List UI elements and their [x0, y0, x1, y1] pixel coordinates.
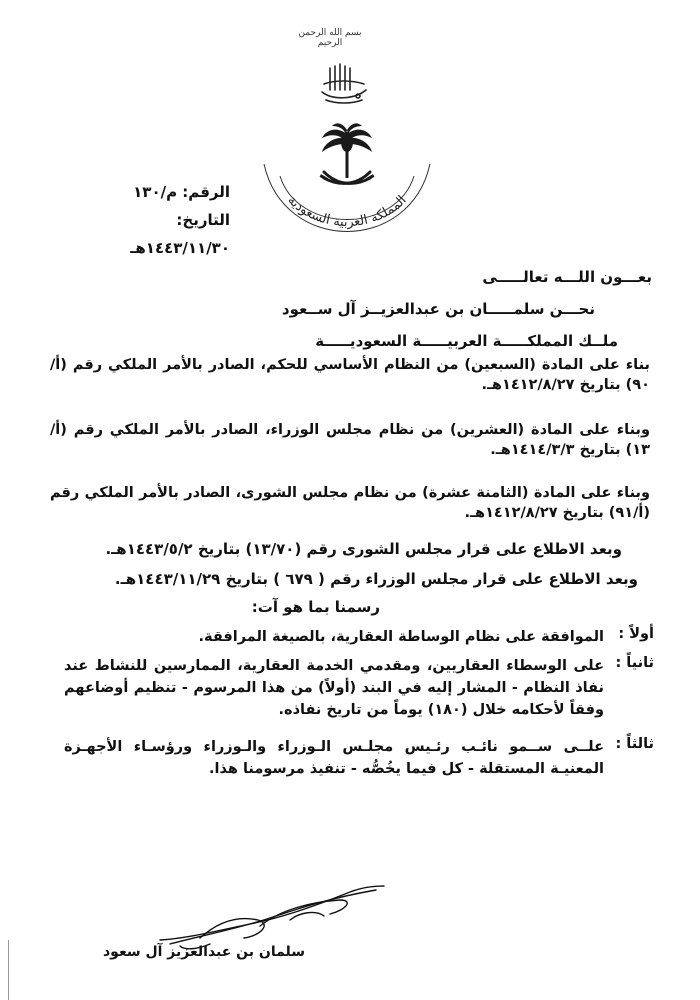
- page-edge-line: [8, 940, 9, 1000]
- opening-line-1: بعـــون اللـــه تعالـــــى: [482, 268, 652, 286]
- clause-label: ثالثاً :: [615, 736, 654, 752]
- review-line: وبعد الاطلاع على قرار مجلس الوزراء رقم ( ٦٧٩ ) بتاريخ ١٤٤٣/١١/٢٩هـ.: [114, 570, 638, 588]
- basmala-calligraphy: بسم الله الرحمن الرحيم: [298, 28, 362, 48]
- clause-text: الموافقة على نظام الوساطة العقارية، بالصيغة المرافقة.: [198, 629, 604, 645]
- review-line: وبعد الاطلاع على قرار مجلس الشورى رقم (١٣/٧٠) بتاريخ ١٤٤٣/٥/٢هـ.: [105, 540, 622, 558]
- preamble-paragraph: بناء على المادة (السبعين) من النظام الأساسي للحكم، الصادر بالأمر الملكي رقم (أ/٩٠) بتاريخ ١٤١٢/٨/٢٧هـ.: [50, 357, 650, 393]
- clause-label: ثانياً :: [615, 655, 654, 671]
- opening-line-3: ملــك المملكـــــة العربيـــــة السعوديـــــة: [315, 332, 618, 350]
- clause-label: أولاً :: [618, 626, 654, 642]
- shahada-calligraphy-icon: [318, 60, 370, 106]
- kingdom-seal: [258, 150, 436, 245]
- seal-kingdom-name: المملكة العربية السعودية: [284, 192, 410, 231]
- preamble-paragraph: وبناء على المادة (العشرين) من نظام مجلس الوزراء، الصادر بالأمر الملكي رقم (أ/١٣) بتاريخ ١٤١٤/٣/٣هـ.: [50, 422, 650, 458]
- decree-intro: رسمنا بما هو آت:: [251, 598, 380, 616]
- opening-line-2: نحـــن سلمـــــان بن عبدالعزيــز آل ســعود: [281, 300, 595, 318]
- signatory-name: سلمان بن عبدالعزيز آل سعود: [102, 944, 305, 960]
- preamble-paragraph: وبناء على المادة (الثامنة عشرة) من نظام مجلس الشورى، الصادر بالأمر الملكي رقم (أ/٩١) بتاريخ ١٤١٢/٨/٢٧هـ.: [50, 485, 650, 521]
- reference-block: [80, 178, 230, 262]
- reference-number: الرقم: م/١٣٠: [133, 183, 230, 201]
- reference-date: التاريخ: ١٤٤٣/١١/٣٠هـ: [130, 211, 230, 257]
- clause-text: علــى ســمو نائـب رئـيس مجلـس الـوزراء والـوزراء ورؤسـاء الأجهـزة المعنيـة المستقلة - كل فيما يخُصُّه - تنفيذ مرسومنا هذا.: [64, 739, 604, 777]
- clause-text: على الوسطاء العقاريين، ومقدمي الخدمة العقارية، الممارسين للنشاط عند نفاذ النظام - المشار إليه في البند (أولاً) من هذا المرسوم - تنظيم أوضاعهم وفقاً لأحكامه خلال (١٨٠) يوماً من تاريخ نفاذه.: [64, 658, 604, 718]
